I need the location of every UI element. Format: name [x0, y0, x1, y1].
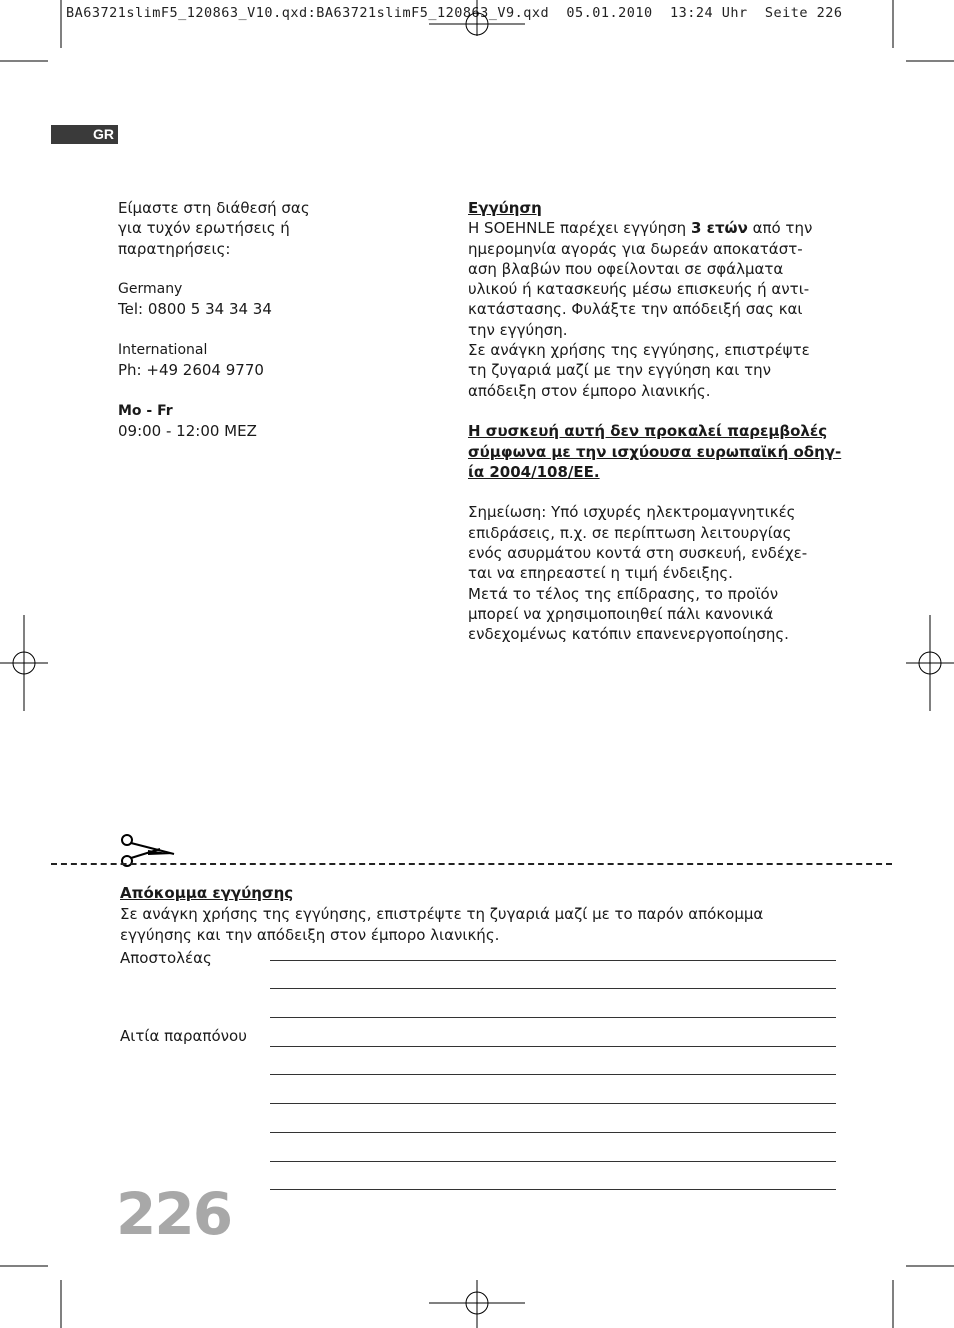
- coupon-text-line: εγγύησης και την απόδειξη στον έμπορο λιανικής.: [120, 926, 500, 944]
- print-slug: BA63721slimF5_120863_V10.qxd:BA63721slimF5_120863_V9.qxd 05.01.2010 13:24 Uhr Seite 226: [66, 5, 843, 21]
- coupon-section: [120, 883, 840, 946]
- emc-notice-line: σύμφωνα με την ισχύουσα ευρωπαϊκή οδηγ-: [468, 442, 842, 461]
- warranty-period: 3 ετών: [690, 219, 748, 238]
- sender-line[interactable]: [270, 988, 836, 989]
- sender-line[interactable]: [270, 960, 836, 961]
- warranty-line-1-pre: Η SOEHNLE παρέχει εγγύηση: [468, 219, 691, 238]
- contact-intro-1: Είμαστε στη διάθεσή σας: [118, 199, 310, 217]
- coupon-text-line: Σε ανάγκη χρήσης της εγγύησης, επιστρέψτε τη ζυγαριά μαζί με το παρόν απόκομμα: [120, 905, 764, 923]
- emc-notice-line: ία 2004/108/ΕΕ.: [468, 462, 600, 481]
- coupon-title: Απόκομμα εγγύησης: [120, 884, 294, 902]
- cut-line: [51, 863, 892, 865]
- warranty-line-1: [468, 218, 848, 238]
- note-line: ενδεχομένως κατόπιν επανενεργοποίησης.: [468, 625, 789, 644]
- warranty-line: ημερομηνία αγοράς για δωρεάν αποκατάστ-: [468, 239, 803, 258]
- note-line: Μετά το τέλος της επίδρασης, το προϊόν: [468, 584, 779, 603]
- contact-column: [118, 198, 398, 442]
- note-line: επιδράσεις, π.χ. σε περίπτωση λειτουργίας: [468, 523, 792, 542]
- international-label: International: [118, 342, 208, 359]
- complaint-line[interactable]: [270, 1074, 836, 1075]
- emc-notice-line: Η συσκευή αυτή δεν προκαλεί παρεμβολές: [468, 422, 828, 441]
- warranty-column: [468, 198, 848, 645]
- complaint-line[interactable]: [270, 1132, 836, 1133]
- complaint-line[interactable]: [270, 1161, 836, 1162]
- contact-intro-3: παρατηρήσεις:: [118, 239, 231, 258]
- note-line: ενός ασυρμάτου κοντά στη συσκευή, ενδέχε-: [468, 544, 808, 563]
- hours-value: 09:00 - 12:00 MEZ: [118, 422, 257, 441]
- language-tab: GR: [51, 125, 118, 144]
- germany-phone: Tel: 0800 5 34 34 34: [118, 300, 272, 319]
- warranty-line: Σε ανάγκη χρήσης της εγγύησης, επιστρέψτε: [468, 341, 810, 360]
- warranty-line: αση βλαβών που οφείλονται σε σφάλματα: [468, 259, 784, 278]
- contact-intro-2: για τυχόν ερωτήσεις ή: [118, 219, 290, 238]
- note-line: Σημείωση: Υπό ισχυρές ηλεκτρομαγνητικές: [468, 503, 796, 522]
- complaint-line[interactable]: [270, 1046, 836, 1047]
- note-line: μπορεί να χρησιμοποιηθεί πάλι κανονικά: [468, 604, 774, 623]
- warranty-line: τη ζυγαριά μαζί με την εγγύηση και την: [468, 361, 772, 380]
- warranty-title: Εγγύηση: [468, 199, 542, 217]
- sender-label: Αποστολέας: [120, 949, 212, 967]
- warranty-line: κατάστασης. Φυλάξτε την απόδειξή σας και: [468, 300, 803, 319]
- complaint-label: Αιτία παραπόνου: [120, 1027, 247, 1045]
- hours-label: Mo - Fr: [118, 402, 173, 419]
- international-phone: Ph: +49 2604 9770: [118, 361, 264, 380]
- warranty-line-1-post: από την: [747, 219, 813, 238]
- germany-label: Germany: [118, 281, 183, 298]
- complaint-line[interactable]: [270, 1189, 836, 1190]
- note-line: ται να επηρεαστεί η τιμή ένδειξης.: [468, 564, 733, 583]
- warranty-line: την εγγύηση.: [468, 320, 568, 339]
- page-number: 226: [116, 1180, 232, 1248]
- complaint-line[interactable]: [270, 1103, 836, 1104]
- warranty-line: απόδειξη στον έμπορο λιανικής.: [468, 381, 711, 400]
- sender-line[interactable]: [270, 1017, 836, 1018]
- warranty-line: υλικού ή κατασκευής μέσω επισκευής ή αντι-: [468, 280, 810, 299]
